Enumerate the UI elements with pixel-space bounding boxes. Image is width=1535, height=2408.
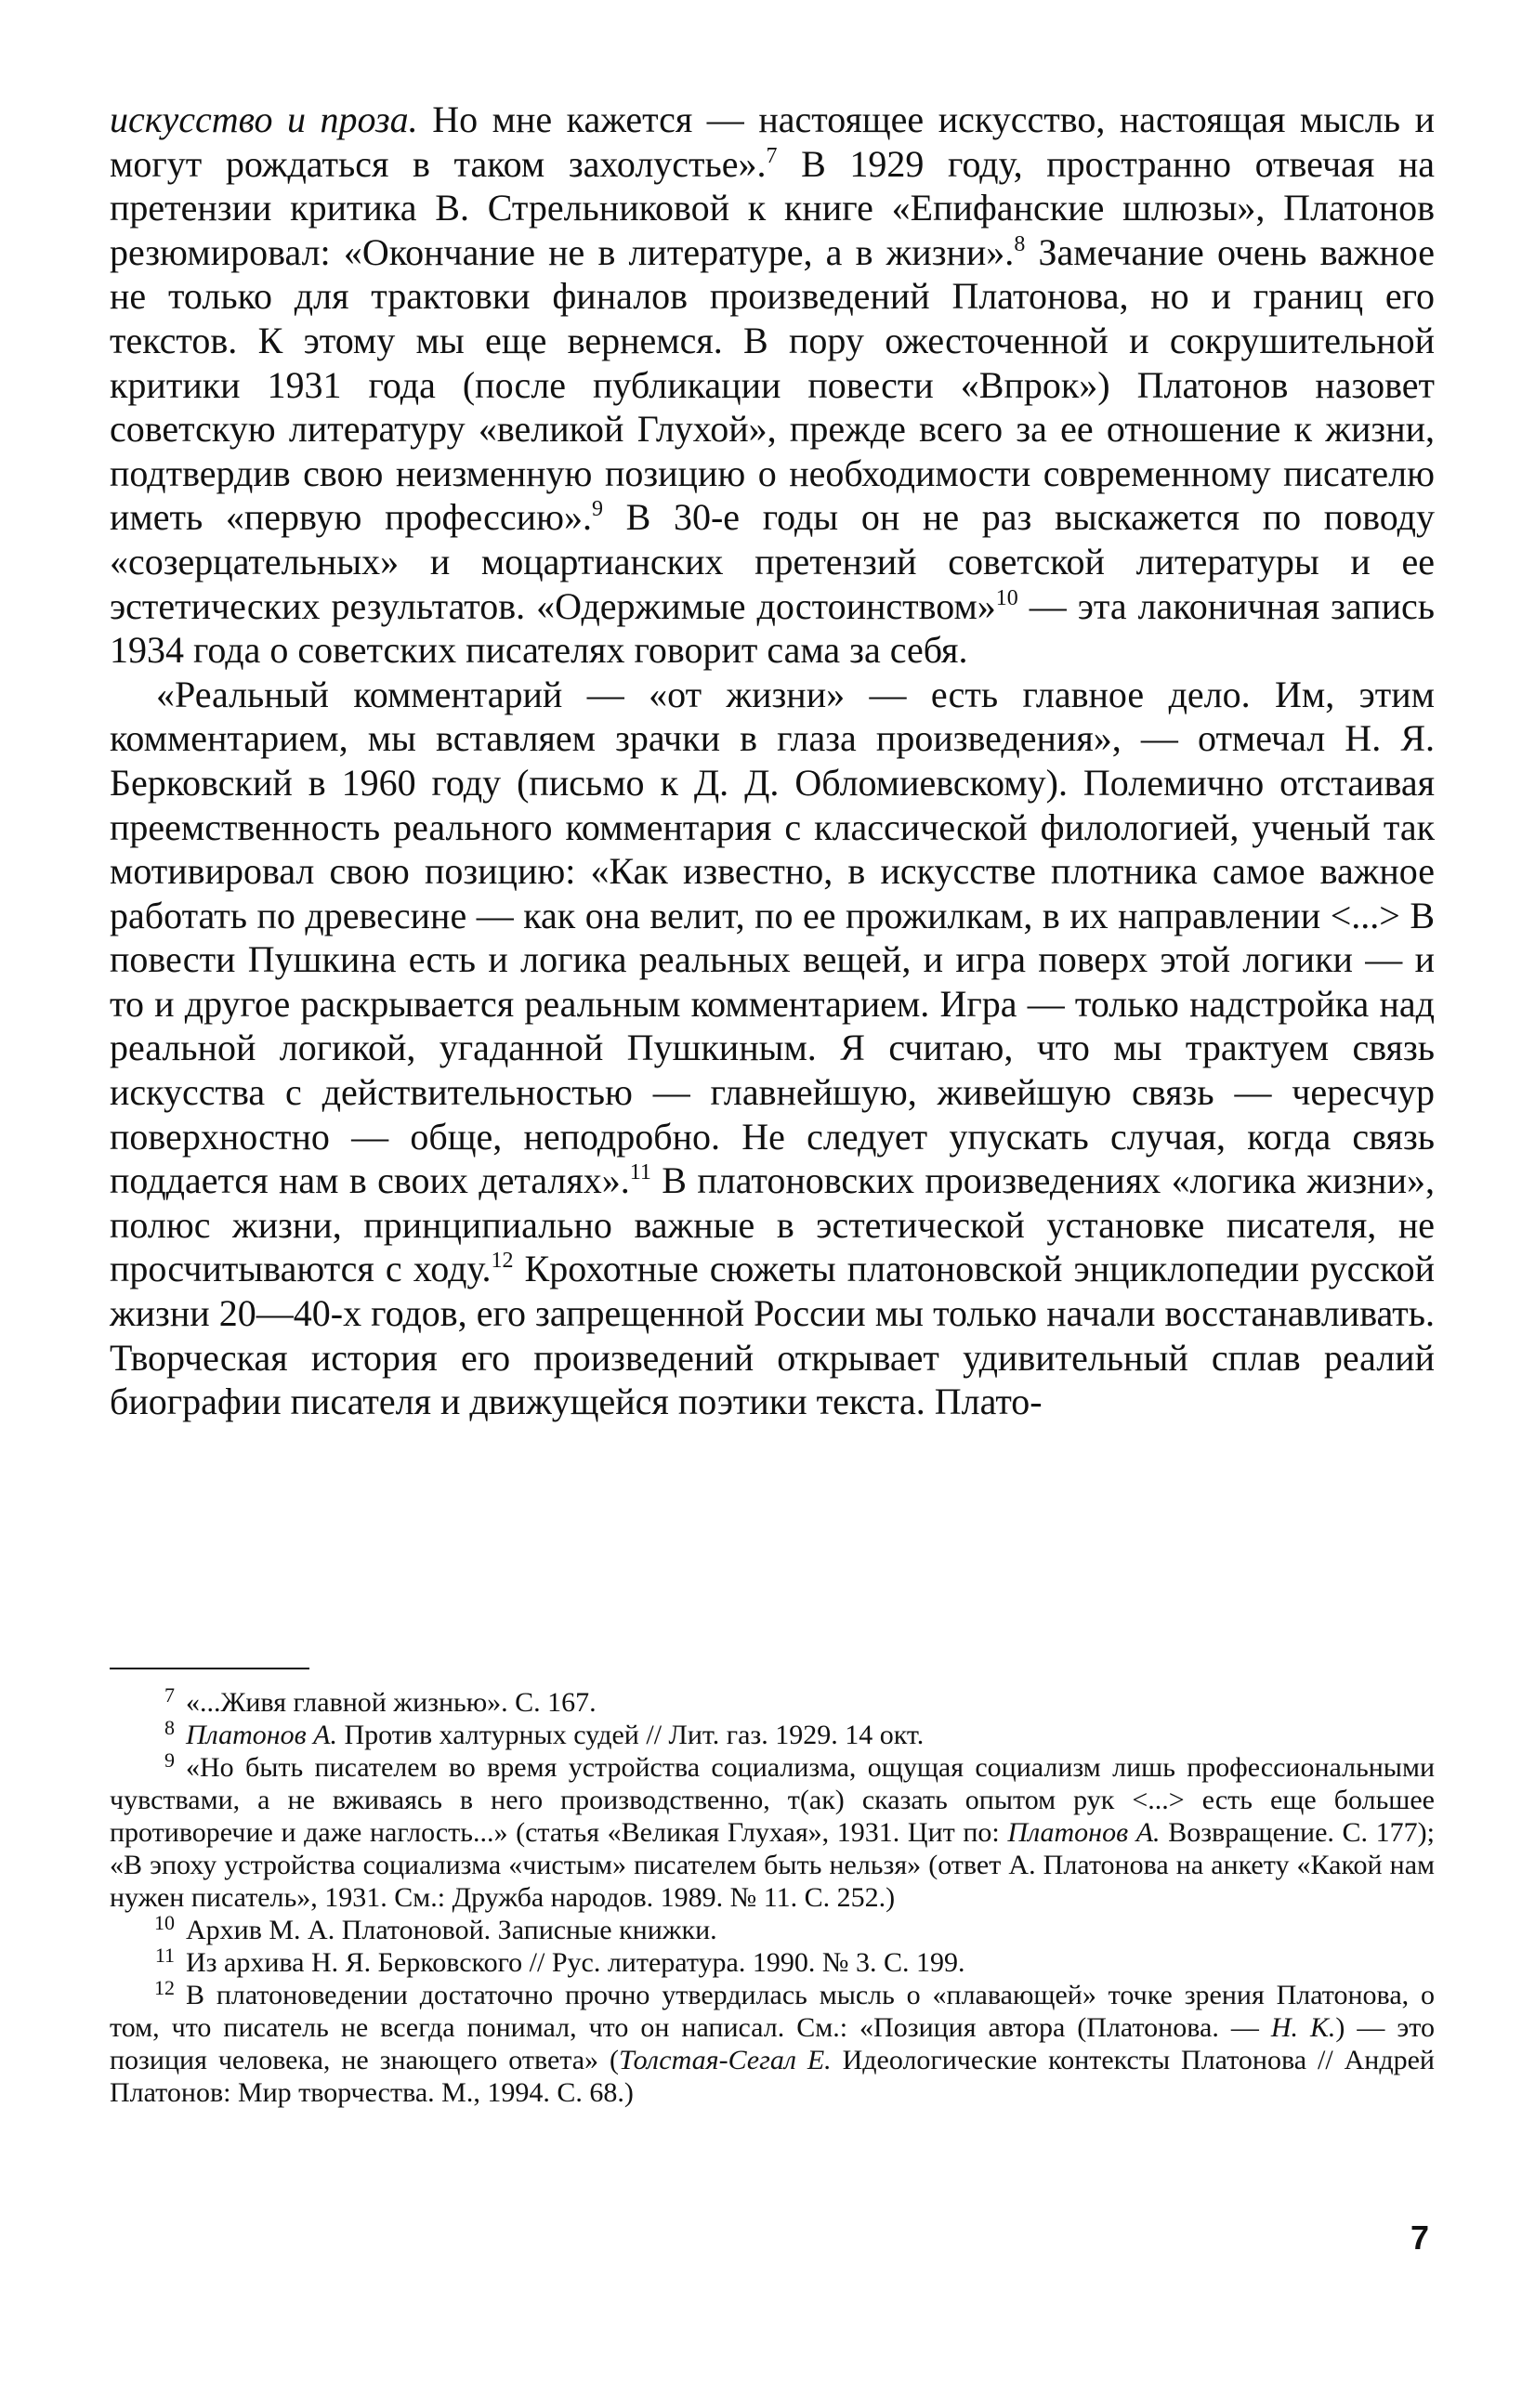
footnote-number-sup: 8 — [164, 1716, 175, 1739]
text-run: — эта лаконичная запись 1934 года о советских писателях говорит сама за себя. — [110, 584, 1435, 672]
footnote-number-sup: 11 — [154, 1943, 175, 1967]
page-content — [110, 98, 1435, 1424]
italic-text: Платонов А. — [186, 1720, 338, 1750]
paragraph — [110, 673, 1435, 1424]
text-run: «Реальный комментарий — «от жизни» — есть главное дело. Им, этим комментарием, мы вставляем зрачки в глаза произведения», — отмечал Н. Я. Берковский в 1960 году (письмо к Д. Д. Обломиевскому). Полемично отстаивая преемственность реального комментария с классической филологией, ученый так мотивировал свою позицию: «Как известно, в искусстве плотника самое важное работать по древесине — как она велит, по ее прожилкам, в их направлении <...> В повести Пушкина есть и логика реальных вещей, и игра поверх этой логики — и то и другое раскрывается реальным комментарием. Игра — только надстройка над реальной логикой, угаданной Пушкиным. Я считаю, что мы трактуем связь искусства с действительностью — главнейшую, живейшую связь — чересчур поверхностно — обще, неподробно. Не следует упускать случая, когда связь поддается нам в своих деталях». — [110, 673, 1435, 1202]
footnote-separator — [110, 1668, 309, 1669]
text-run: Крохотные сюжеты платоновской энциклопедии русской жизни 20—40-х годов, его запрещенной России мы только начали восстанавливать. Творческая история его произведений открывает удивительный сплав реалий биографии писателя и движущейся поэтики текста. Плато- — [110, 1248, 1435, 1423]
footnote — [110, 1911, 1435, 1946]
italic-text: Н. К. — [1270, 2012, 1336, 2043]
italic-text: Толстая-Сегал Е. — [619, 2045, 832, 2075]
footnote — [110, 1976, 1435, 2109]
footnote-number-sup: 7 — [164, 1683, 175, 1707]
text-run: Но мне кажется — настоящее искусство, настоящая мысль и могут рождаться в таком захолустье». — [110, 98, 1436, 185]
text-run: В 1929 году, пространно отвечая на претензии критика В. Стрельниковой к книге «Епифанские шлюзы», Платонов резюмировал: «Окончание не в литературе, а в жизни». — [110, 142, 1435, 273]
footnote-number-sup: 10 — [154, 1911, 175, 1934]
footnote-ref: 12 — [491, 1249, 514, 1274]
text-run: Идеологические контексты Платонова // Андрей Платонов: Мир творчества. М., 1994. С. 68.) — [110, 2045, 1435, 2108]
footnote-number — [110, 1911, 186, 1946]
footnote-number-sup: 12 — [154, 1976, 175, 1999]
footnote-ref: 10 — [995, 585, 1018, 610]
paragraph — [110, 98, 1435, 673]
footnotes — [110, 1683, 1435, 2109]
footnote — [110, 1716, 1435, 1751]
text-run: ) — это позиция человека, не знающего ответа» ( — [110, 2012, 1435, 2075]
text-run: Против халтурных судей // Лит. газ. 1929. 14 окт. — [337, 1720, 925, 1750]
footnote-number — [110, 1716, 186, 1751]
footnote-number-sup: 9 — [164, 1748, 175, 1772]
text-run: В платоновских произведениях «логика жизни», полюс жизни, принципиально важные в эстетической установке писателя, не просчитываются с ходу. — [110, 1159, 1435, 1290]
text-run: В платоноведении достаточно прочно утвердилась мысль о «плавающей» точке зрения Платонова, о том, что писатель не всегда понимал, что он написал. См.: «Позиция автора (Платонова. — — [110, 1980, 1435, 2043]
text-run: Из архива Н. Я. Берковского // Рус. литература. 1990. № 3. С. 199. — [186, 1947, 965, 1978]
text-run: «...Живя главной жизнью». С. 167. — [186, 1687, 597, 1718]
footnote — [110, 1683, 1435, 1719]
footnote-ref: 11 — [629, 1160, 651, 1185]
text-run: В 30-е годы он не раз выскажется по поводу «созерцательных» и моцартианских претензий советской литературы и ее эстетических результатов. «Одержимые достоинством» — [110, 496, 1435, 627]
text-run: Возвращение. С. 177); «В эпоху устройства социализма «чистым» писателем быть нельзя» (ответ А. Платонова на анкету «Какой нам нужен писатель», 1931. См.: Дружба народов. 1989. № 11. С. 252.) — [110, 1817, 1435, 1913]
footnote-ref: 8 — [1014, 231, 1026, 256]
footnote-number — [110, 1748, 186, 1784]
footnote-ref: 9 — [591, 497, 603, 522]
page-number: 7 — [1410, 2218, 1430, 2257]
italic-text: Платонов А. — [1007, 1817, 1161, 1848]
text-run: «Но быть писателем во время устройства социализма, ощущая социализм лишь профессиональными чувствами, а не вживаясь в него производственно, т(ак) сказать опытом рук <...> есть еще большее противоречие и даже наглость...» (статья «Великая Глухая», 1931. Цит по: — [110, 1752, 1435, 1848]
text-run: Архив М. А. Платоновой. Записные книжки. — [186, 1915, 717, 1945]
italic-text: искусство и проза. — [110, 98, 418, 140]
footnote-number — [110, 1683, 186, 1719]
footnote-ref: 7 — [766, 143, 778, 168]
text-run: Замечание очень важное не только для трактовки финалов произведений Платонова, но и границ его текстов. К этому мы еще вернемся. В пору ожесточенной и сокрушительной критики 1931 года (после публикации повести «Впрок») Платонов назовет советскую литературу «великой Глухой», прежде всего за ее отношение к жизни, подтвердив свою неизменную позицию о необходимости современному писателю иметь «первую профессию». — [110, 230, 1435, 539]
footnote — [110, 1748, 1435, 1914]
main-text — [110, 98, 1435, 1424]
footnote — [110, 1943, 1435, 1979]
footnote-number — [110, 1943, 186, 1979]
footnote-number — [110, 1976, 186, 2011]
